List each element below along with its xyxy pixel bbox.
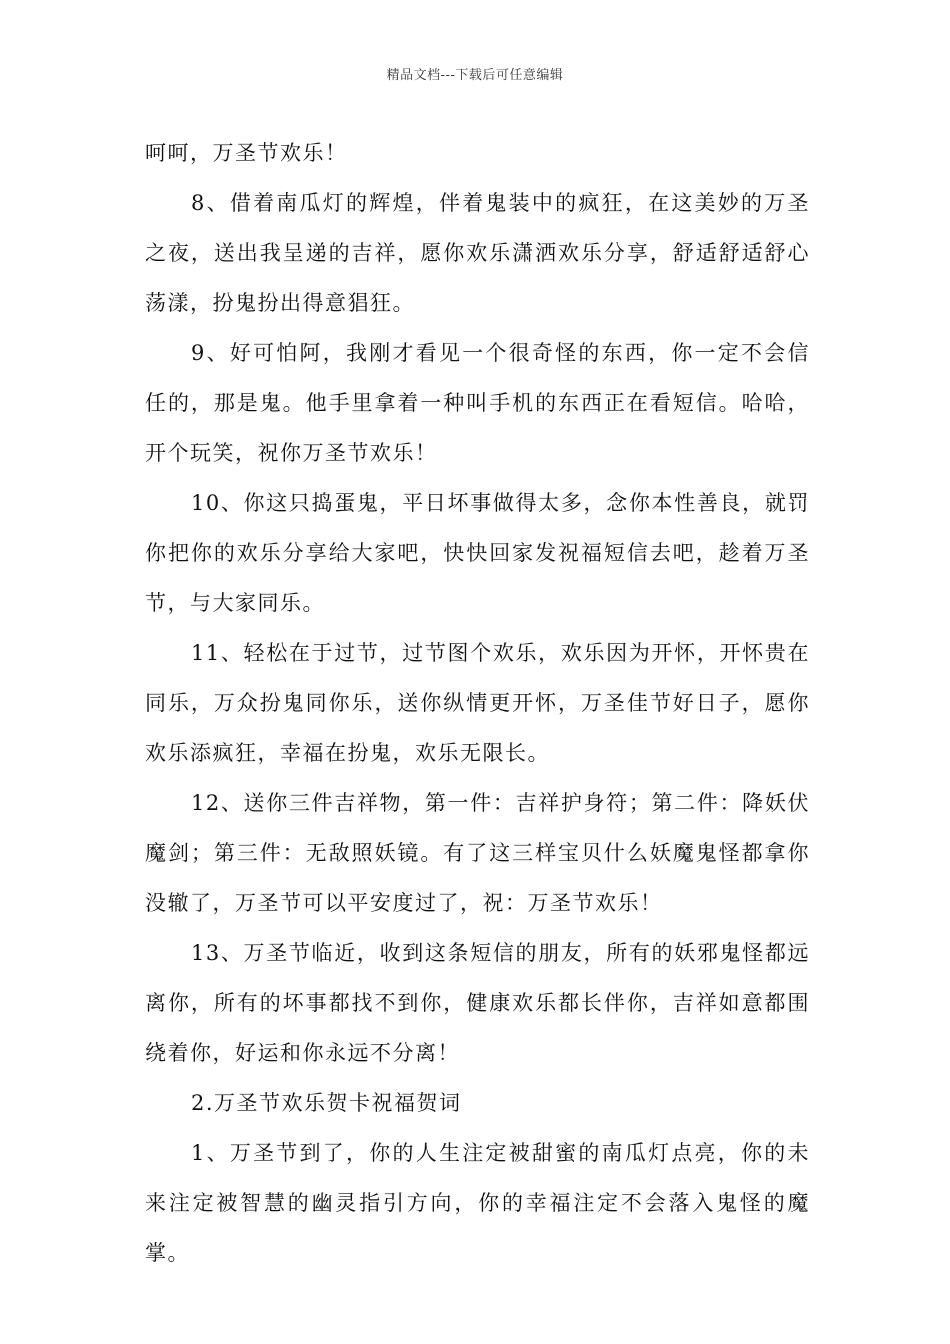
paragraph-item-8: 8、借着南瓜灯的辉煌，伴着鬼装中的疯狂，在这美妙的万圣之夜，送出我呈递的吉祥，愿你欢乐潇洒欢乐分享，舒适舒适舒心荡漾，扮鬼扮出得意猖狂。 bbox=[145, 191, 810, 315]
paragraph-item-10: 10、你这只捣蛋鬼，平日坏事做得太多，念你本性善良，就罚你把你的欢乐分享给大家吧，快快回家发祝福短信去吧，趁着万圣节，与大家同乐。 bbox=[145, 491, 810, 615]
document-body bbox=[145, 128, 810, 1278]
paragraph-item-13: 13、万圣节临近，收到这条短信的朋友，所有的妖邪鬼怪都远离你，所有的坏事都找不到你，健康欢乐都长伴你，吉祥如意都围绕着你，好运和你永远不分离！ bbox=[145, 941, 810, 1065]
paragraph-item-9: 9、好可怕阿，我刚才看见一个很奇怪的东西，你一定不会信任的，那是鬼。他手里拿着一种叫手机的东西正在看短信。哈哈，开个玩笑，祝你万圣节欢乐！ bbox=[145, 341, 810, 465]
page-header: 精品文档---下载后可任意编辑 bbox=[386, 68, 564, 83]
paragraph-continuation: 呵呵，万圣节欢乐！ bbox=[145, 141, 348, 165]
paragraph-item-11: 11、轻松在于过节，过节图个欢乐，欢乐因为开怀，开怀贵在同乐，万众扮鬼同你乐，送你纵情更开怀，万圣佳节好日子，愿你欢乐添疯狂，幸福在扮鬼，欢乐无限长。 bbox=[145, 641, 810, 765]
paragraph-item-12: 12、送你三件吉祥物，第一件：吉祥护身符；第二件：降妖伏魔剑；第三件：无敌照妖镜。有了这三样宝贝什么妖魔鬼怪都拿你没辙了，万圣节可以平安度过了，祝：万圣节欢乐！ bbox=[145, 791, 810, 915]
section-heading: 2.万圣节欢乐贺卡祝福贺词 bbox=[191, 1091, 462, 1115]
paragraph-item-1: 1、万圣节到了，你的人生注定被甜蜜的南瓜灯点亮，你的未来注定被智慧的幽灵指引方向，你的幸福注定不会落入鬼怪的魔掌。 bbox=[145, 1141, 810, 1265]
